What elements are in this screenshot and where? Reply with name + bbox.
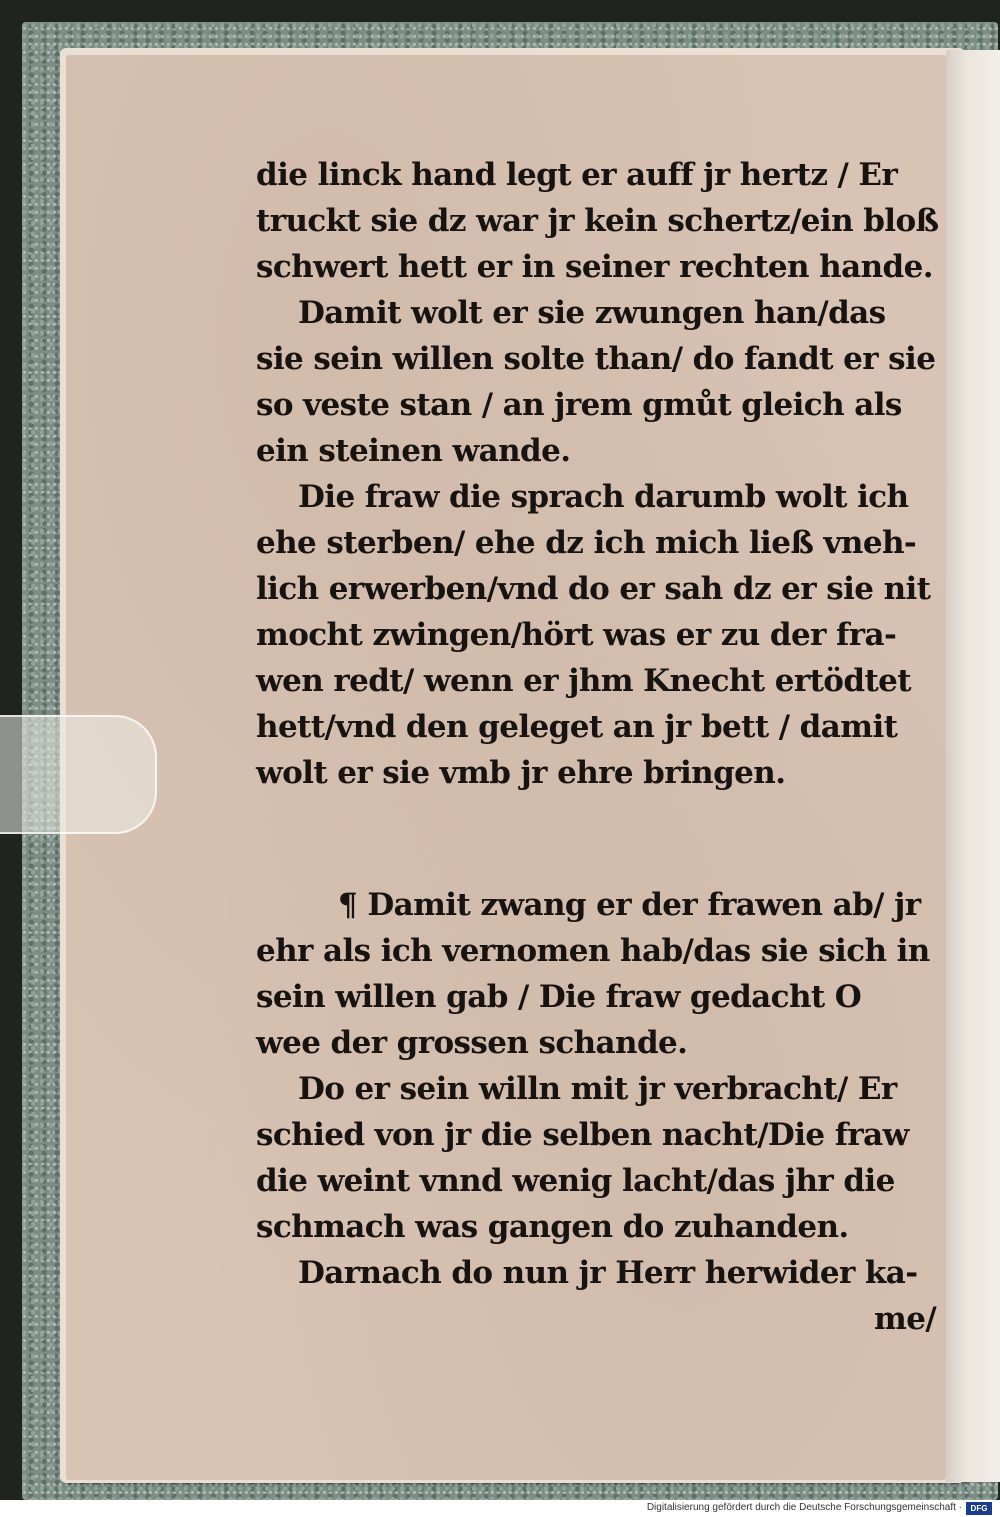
text-line: wolt er sie vmb jr ehre bringen. (256, 755, 786, 791)
text-line: schmach was gangen do zuhanden. (256, 1209, 849, 1245)
text-line: wen redt/ wenn er jhm Knecht ertödtet (256, 663, 912, 699)
text-line: Do er sein willn mit jr verbracht/ Er (298, 1071, 897, 1107)
text-line: ¶ Damit zwang er der frawen ab/ jr (338, 887, 921, 923)
page-clip (0, 715, 157, 834)
text-line: mocht zwingen/hört was er zu der fra- (256, 617, 897, 653)
text-line: Damit wolt er sie zwungen han/das (298, 295, 886, 331)
text-line: ehr als ich vernomen hab/das sie sich in (256, 933, 930, 969)
text-line: truckt sie dz war jr kein schertz/ein bloß (256, 203, 939, 239)
text-line: Darnach do nun jr Herr herwider ka- (298, 1255, 918, 1291)
text-line: hett/vnd den geleget an jr bett / damit (256, 709, 898, 745)
text-line: die linck hand legt er auff jr hertz / Er (256, 157, 898, 193)
footer-bar (0, 1500, 1000, 1517)
dfg-logo-icon: DFG (966, 1502, 992, 1515)
text-line: schwert hett er in seiner rechten hande. (256, 249, 933, 285)
catchword: me/ (874, 1301, 937, 1337)
text-line: schied von jr die selben nacht/Die fraw (256, 1117, 909, 1153)
page-text (256, 152, 956, 1342)
text-line: sie sein willen solte than/ do fandt er sie (256, 341, 936, 377)
text-line: ein steinen wande. (256, 433, 571, 469)
text-line: die weint vnnd wenig lacht/das jhr die (256, 1163, 895, 1199)
text-line: sein willen gab / Die fraw gedacht O (256, 979, 862, 1015)
text-line: ehe sterben/ ehe dz ich mich ließ vneh- (256, 525, 917, 561)
funding-credit: Digitalisierung gefördert durch die Deutsche Forschungsgemeinschaft · (646, 1502, 962, 1513)
text-line: wee der grossen schande. (256, 1025, 688, 1061)
text-line: Die fraw die sprach darumb wolt ich (298, 479, 909, 515)
text-line: so veste stan / an jrem gmůt gleich als (256, 387, 902, 423)
text-line: lich erwerben/vnd do er sah dz er sie nit (256, 571, 931, 607)
